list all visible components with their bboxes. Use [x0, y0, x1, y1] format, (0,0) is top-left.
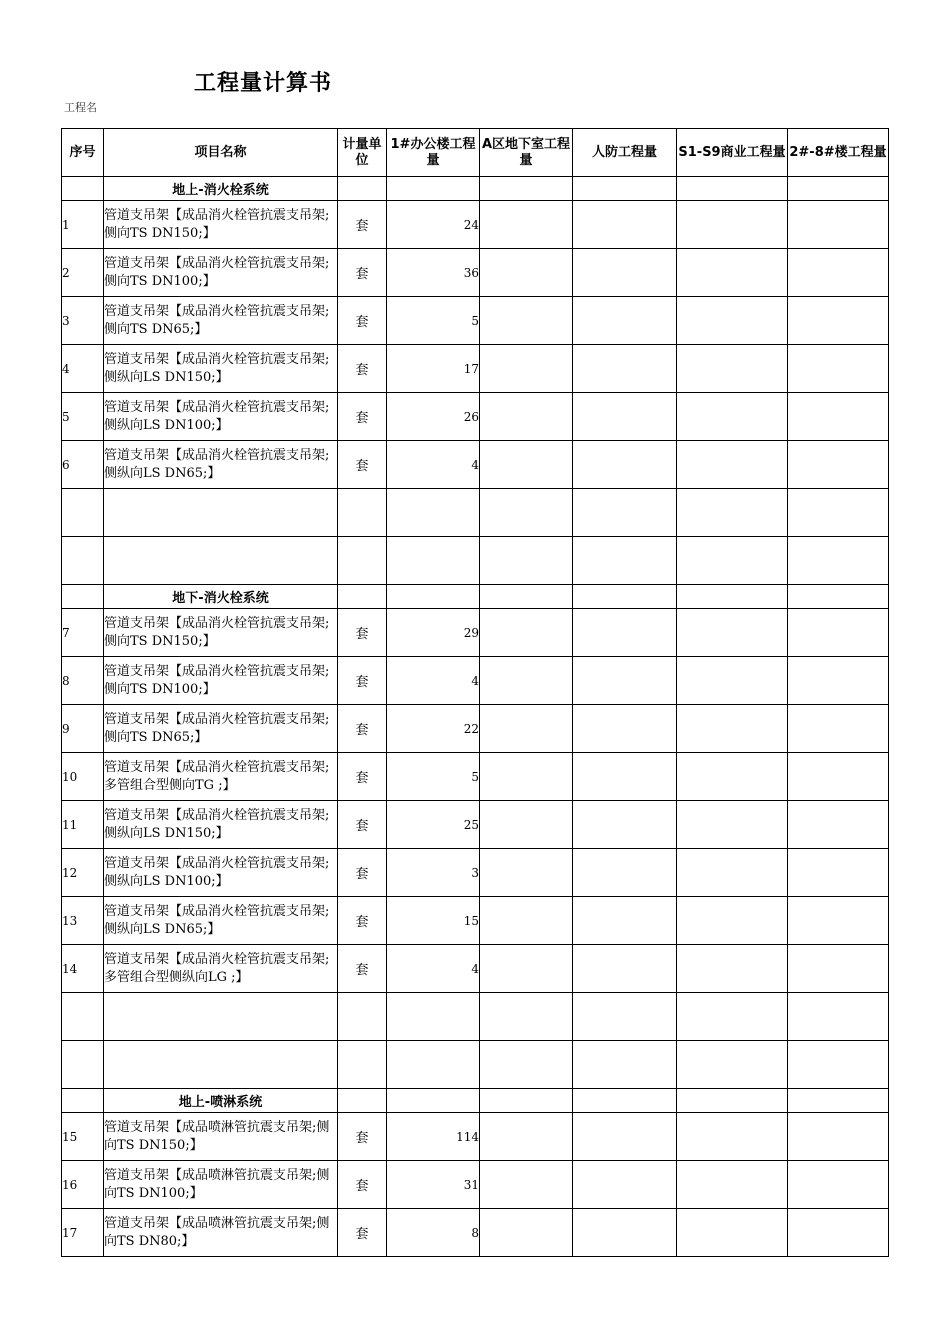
cell-basement-qty[interactable] [480, 441, 573, 489]
cell-commercial-qty[interactable] [677, 1209, 788, 1257]
cell-commercial-qty[interactable] [677, 393, 788, 441]
cell-unit[interactable] [338, 585, 387, 609]
cell-commercial-qty[interactable] [677, 489, 788, 537]
cell-civil-defense-qty[interactable] [573, 537, 677, 585]
cell-no[interactable]: 11 [62, 801, 104, 849]
cell-basement-qty[interactable] [480, 993, 573, 1041]
cell-item-name[interactable]: 管道支吊架【成品消火栓管抗震支吊架;侧向TS DN100;】 [104, 657, 338, 705]
header-basement-qty[interactable]: A区地下室工程量 [480, 129, 573, 177]
table-row [62, 657, 889, 705]
cell-residential-qty[interactable] [788, 345, 889, 393]
cell-unit[interactable]: 套 [338, 801, 387, 849]
header-row [62, 129, 889, 177]
table-row [62, 393, 889, 441]
cell-residential-qty[interactable] [788, 609, 889, 657]
cell-no[interactable] [62, 489, 104, 537]
quantity-table [61, 128, 889, 1257]
cell-basement-qty[interactable] [480, 585, 573, 609]
cell-residential-qty[interactable] [788, 1209, 889, 1257]
cell-commercial-qty[interactable] [677, 201, 788, 249]
cell-item-name[interactable]: 管道支吊架【成品消火栓管抗震支吊架;多管组合型侧纵向LG ;】 [104, 945, 338, 993]
cell-unit[interactable]: 套 [338, 1161, 387, 1209]
cell-civil-defense-qty[interactable] [573, 441, 677, 489]
cell-office-building-qty[interactable]: 29 [387, 609, 480, 657]
cell-basement-qty[interactable] [480, 801, 573, 849]
cell-unit[interactable]: 套 [338, 345, 387, 393]
section-title[interactable]: 地上-消火栓系统 [104, 177, 338, 201]
section-row [62, 1089, 889, 1113]
table-row [62, 1113, 889, 1161]
cell-commercial-qty[interactable] [677, 345, 788, 393]
cell-civil-defense-qty[interactable] [573, 1041, 677, 1089]
cell-office-building-qty[interactable]: 4 [387, 945, 480, 993]
cell-residential-qty[interactable] [788, 393, 889, 441]
cell-residential-qty[interactable] [788, 201, 889, 249]
table-row [62, 705, 889, 753]
cell-no[interactable] [62, 1041, 104, 1089]
table-row [62, 441, 889, 489]
cell-unit[interactable]: 套 [338, 1113, 387, 1161]
cell-office-building-qty[interactable]: 26 [387, 393, 480, 441]
cell-civil-defense-qty[interactable] [573, 657, 677, 705]
cell-item-name[interactable]: 管道支吊架【成品消火栓管抗震支吊架;侧纵向LS DN65;】 [104, 897, 338, 945]
cell-basement-qty[interactable] [480, 345, 573, 393]
cell-office-building-qty[interactable]: 17 [387, 345, 480, 393]
cell-commercial-qty[interactable] [677, 177, 788, 201]
cell-civil-defense-qty[interactable] [573, 993, 677, 1041]
cell-residential-qty[interactable] [788, 249, 889, 297]
cell-residential-qty[interactable] [788, 1161, 889, 1209]
cell-basement-qty[interactable] [480, 753, 573, 801]
cell-office-building-qty[interactable] [387, 1041, 480, 1089]
section-title[interactable]: 地下-消火栓系统 [104, 585, 338, 609]
cell-commercial-qty[interactable] [677, 297, 788, 345]
header-residential-qty[interactable]: 2#-8#楼工程量 [788, 129, 889, 177]
cell-commercial-qty[interactable] [677, 897, 788, 945]
cell-office-building-qty[interactable]: 25 [387, 801, 480, 849]
cell-no[interactable]: 8 [62, 657, 104, 705]
cell-basement-qty[interactable] [480, 1209, 573, 1257]
cell-no[interactable]: 5 [62, 393, 104, 441]
cell-office-building-qty[interactable]: 24 [387, 201, 480, 249]
cell-item-name[interactable]: 管道支吊架【成品消火栓管抗震支吊架;侧向TS DN100;】 [104, 249, 338, 297]
cell-residential-qty[interactable] [788, 585, 889, 609]
cell-basement-qty[interactable] [480, 393, 573, 441]
cell-civil-defense-qty[interactable] [573, 1089, 677, 1113]
cell-no[interactable] [62, 585, 104, 609]
cell-office-building-qty[interactable]: 4 [387, 657, 480, 705]
cell-residential-qty[interactable] [788, 177, 889, 201]
cell-office-building-qty[interactable] [387, 489, 480, 537]
cell-office-building-qty[interactable]: 114 [387, 1113, 480, 1161]
cell-commercial-qty[interactable] [677, 1113, 788, 1161]
cell-no[interactable]: 3 [62, 297, 104, 345]
header-commercial-qty[interactable]: S1-S9商业工程量 [677, 129, 788, 177]
cell-unit[interactable] [338, 489, 387, 537]
header-no[interactable]: 序号 [62, 129, 104, 177]
table-row [62, 993, 889, 1041]
cell-residential-qty[interactable] [788, 801, 889, 849]
header-name[interactable]: 项目名称 [104, 129, 338, 177]
cell-residential-qty[interactable] [788, 897, 889, 945]
cell-residential-qty[interactable] [788, 1041, 889, 1089]
cell-basement-qty[interactable] [480, 657, 573, 705]
cell-civil-defense-qty[interactable] [573, 945, 677, 993]
cell-basement-qty[interactable] [480, 537, 573, 585]
cell-no[interactable] [62, 1089, 104, 1113]
cell-basement-qty[interactable] [480, 1161, 573, 1209]
section-title[interactable]: 地上-喷淋系统 [104, 1089, 338, 1113]
cell-no[interactable]: 17 [62, 1209, 104, 1257]
cell-unit[interactable]: 套 [338, 849, 387, 897]
cell-basement-qty[interactable] [480, 1089, 573, 1113]
cell-unit[interactable]: 套 [338, 441, 387, 489]
cell-civil-defense-qty[interactable] [573, 201, 677, 249]
cell-basement-qty[interactable] [480, 609, 573, 657]
table-row [62, 201, 889, 249]
cell-basement-qty[interactable] [480, 201, 573, 249]
cell-basement-qty[interactable] [480, 1041, 573, 1089]
cell-basement-qty[interactable] [480, 849, 573, 897]
table-row [62, 801, 889, 849]
cell-item-name[interactable]: 管道支吊架【成品消火栓管抗震支吊架;多管组合型侧向TG ;】 [104, 753, 338, 801]
section-row [62, 585, 889, 609]
cell-unit[interactable]: 套 [338, 1209, 387, 1257]
cell-office-building-qty[interactable]: 5 [387, 753, 480, 801]
header-unit[interactable]: 计量单位 [338, 129, 387, 177]
table-row [62, 945, 889, 993]
cell-residential-qty[interactable] [788, 993, 889, 1041]
cell-basement-qty[interactable] [480, 177, 573, 201]
table-body [62, 177, 889, 1257]
cell-unit[interactable] [338, 177, 387, 201]
cell-residential-qty[interactable] [788, 537, 889, 585]
cell-basement-qty[interactable] [480, 1113, 573, 1161]
project-name-label: 工程名 [64, 101, 97, 114]
cell-basement-qty[interactable] [480, 297, 573, 345]
cell-civil-defense-qty[interactable] [573, 249, 677, 297]
cell-office-building-qty[interactable]: 4 [387, 441, 480, 489]
cell-item-name[interactable]: 管道支吊架【成品喷淋管抗震支吊架;侧向TS DN80;】 [104, 1209, 338, 1257]
cell-unit[interactable]: 套 [338, 201, 387, 249]
cell-item-name[interactable]: 管道支吊架【成品消火栓管抗震支吊架;侧纵向LS DN100;】 [104, 393, 338, 441]
cell-residential-qty[interactable] [788, 705, 889, 753]
cell-item-name[interactable]: 管道支吊架【成品消火栓管抗震支吊架;侧向TS DN65;】 [104, 705, 338, 753]
cell-residential-qty[interactable] [788, 753, 889, 801]
cell-no[interactable]: 7 [62, 609, 104, 657]
cell-item-name[interactable] [104, 993, 338, 1041]
table-row [62, 1209, 889, 1257]
cell-unit[interactable] [338, 1041, 387, 1089]
cell-item-name[interactable] [104, 537, 338, 585]
cell-office-building-qty[interactable] [387, 537, 480, 585]
cell-civil-defense-qty[interactable] [573, 393, 677, 441]
table-row [62, 249, 889, 297]
cell-residential-qty[interactable] [788, 945, 889, 993]
cell-residential-qty[interactable] [788, 441, 889, 489]
header-office-building-qty[interactable]: 1#办公楼工程量 [387, 129, 480, 177]
cell-no[interactable] [62, 537, 104, 585]
cell-basement-qty[interactable] [480, 897, 573, 945]
cell-basement-qty[interactable] [480, 249, 573, 297]
cell-office-building-qty[interactable] [387, 585, 480, 609]
cell-no[interactable]: 1 [62, 201, 104, 249]
cell-commercial-qty[interactable] [677, 585, 788, 609]
cell-civil-defense-qty[interactable] [573, 177, 677, 201]
cell-residential-qty[interactable] [788, 297, 889, 345]
cell-civil-defense-qty[interactable] [573, 801, 677, 849]
cell-office-building-qty[interactable]: 8 [387, 1209, 480, 1257]
cell-unit[interactable]: 套 [338, 657, 387, 705]
cell-commercial-qty[interactable] [677, 1089, 788, 1113]
cell-no[interactable]: 9 [62, 705, 104, 753]
cell-commercial-qty[interactable] [677, 609, 788, 657]
cell-item-name[interactable] [104, 1041, 338, 1089]
cell-no[interactable]: 13 [62, 897, 104, 945]
cell-civil-defense-qty[interactable] [573, 585, 677, 609]
cell-item-name[interactable]: 管道支吊架【成品消火栓管抗震支吊架;侧向TS DN150;】 [104, 201, 338, 249]
cell-civil-defense-qty[interactable] [573, 1113, 677, 1161]
cell-item-name[interactable] [104, 489, 338, 537]
cell-commercial-qty[interactable] [677, 705, 788, 753]
cell-commercial-qty[interactable] [677, 753, 788, 801]
cell-unit[interactable] [338, 1089, 387, 1113]
table-row [62, 297, 889, 345]
cell-office-building-qty[interactable]: 3 [387, 849, 480, 897]
cell-commercial-qty[interactable] [677, 801, 788, 849]
cell-unit[interactable] [338, 993, 387, 1041]
cell-basement-qty[interactable] [480, 705, 573, 753]
cell-basement-qty[interactable] [480, 945, 573, 993]
cell-office-building-qty[interactable] [387, 177, 480, 201]
section-row [62, 177, 889, 201]
cell-civil-defense-qty[interactable] [573, 753, 677, 801]
cell-office-building-qty[interactable]: 31 [387, 1161, 480, 1209]
cell-unit[interactable]: 套 [338, 897, 387, 945]
cell-civil-defense-qty[interactable] [573, 489, 677, 537]
cell-civil-defense-qty[interactable] [573, 297, 677, 345]
cell-civil-defense-qty[interactable] [573, 345, 677, 393]
cell-unit[interactable]: 套 [338, 753, 387, 801]
cell-basement-qty[interactable] [480, 489, 573, 537]
header-civil-defense-qty[interactable]: 人防工程量 [573, 129, 677, 177]
table-row [62, 753, 889, 801]
cell-civil-defense-qty[interactable] [573, 849, 677, 897]
cell-unit[interactable]: 套 [338, 945, 387, 993]
cell-unit[interactable]: 套 [338, 609, 387, 657]
cell-no[interactable]: 16 [62, 1161, 104, 1209]
cell-commercial-qty[interactable] [677, 849, 788, 897]
cell-residential-qty[interactable] [788, 849, 889, 897]
table-row [62, 1041, 889, 1089]
cell-residential-qty[interactable] [788, 1113, 889, 1161]
cell-commercial-qty[interactable] [677, 657, 788, 705]
cell-residential-qty[interactable] [788, 1089, 889, 1113]
cell-office-building-qty[interactable] [387, 1089, 480, 1113]
cell-unit[interactable]: 套 [338, 249, 387, 297]
cell-office-building-qty[interactable]: 5 [387, 297, 480, 345]
cell-residential-qty[interactable] [788, 657, 889, 705]
cell-unit[interactable]: 套 [338, 297, 387, 345]
cell-unit[interactable] [338, 537, 387, 585]
page-title: 工程量计算书 [194, 71, 333, 96]
cell-item-name[interactable]: 管道支吊架【成品消火栓管抗震支吊架;侧纵向LS DN65;】 [104, 441, 338, 489]
cell-no[interactable]: 14 [62, 945, 104, 993]
cell-commercial-qty[interactable] [677, 1161, 788, 1209]
cell-office-building-qty[interactable]: 22 [387, 705, 480, 753]
cell-item-name[interactable]: 管道支吊架【成品消火栓管抗震支吊架;侧向TS DN150;】 [104, 609, 338, 657]
cell-no[interactable]: 10 [62, 753, 104, 801]
cell-no[interactable]: 4 [62, 345, 104, 393]
cell-no[interactable]: 6 [62, 441, 104, 489]
cell-no[interactable]: 2 [62, 249, 104, 297]
cell-commercial-qty[interactable] [677, 249, 788, 297]
cell-item-name[interactable]: 管道支吊架【成品喷淋管抗震支吊架;侧向TS DN100;】 [104, 1161, 338, 1209]
cell-office-building-qty[interactable]: 36 [387, 249, 480, 297]
table-row [62, 345, 889, 393]
cell-commercial-qty[interactable] [677, 1041, 788, 1089]
cell-civil-defense-qty[interactable] [573, 1209, 677, 1257]
cell-residential-qty[interactable] [788, 489, 889, 537]
cell-item-name[interactable]: 管道支吊架【成品消火栓管抗震支吊架;侧纵向LS DN150;】 [104, 801, 338, 849]
cell-item-name[interactable]: 管道支吊架【成品消火栓管抗震支吊架;侧纵向LS DN100;】 [104, 849, 338, 897]
cell-no[interactable] [62, 177, 104, 201]
table-row [62, 897, 889, 945]
table-row [62, 849, 889, 897]
cell-civil-defense-qty[interactable] [573, 897, 677, 945]
cell-no[interactable]: 12 [62, 849, 104, 897]
cell-no[interactable]: 15 [62, 1113, 104, 1161]
table-row [62, 489, 889, 537]
cell-civil-defense-qty[interactable] [573, 1161, 677, 1209]
cell-commercial-qty[interactable] [677, 537, 788, 585]
table-row [62, 1161, 889, 1209]
table-row [62, 609, 889, 657]
cell-unit[interactable]: 套 [338, 705, 387, 753]
cell-item-name[interactable]: 管道支吊架【成品消火栓管抗震支吊架;侧纵向LS DN150;】 [104, 345, 338, 393]
cell-item-name[interactable]: 管道支吊架【成品喷淋管抗震支吊架;侧向TS DN150;】 [104, 1113, 338, 1161]
cell-civil-defense-qty[interactable] [573, 609, 677, 657]
cell-commercial-qty[interactable] [677, 993, 788, 1041]
cell-office-building-qty[interactable] [387, 993, 480, 1041]
cell-no[interactable] [62, 993, 104, 1041]
table-row [62, 537, 889, 585]
cell-unit[interactable]: 套 [338, 393, 387, 441]
cell-commercial-qty[interactable] [677, 441, 788, 489]
cell-item-name[interactable]: 管道支吊架【成品消火栓管抗震支吊架;侧向TS DN65;】 [104, 297, 338, 345]
cell-office-building-qty[interactable]: 15 [387, 897, 480, 945]
cell-civil-defense-qty[interactable] [573, 705, 677, 753]
cell-commercial-qty[interactable] [677, 945, 788, 993]
